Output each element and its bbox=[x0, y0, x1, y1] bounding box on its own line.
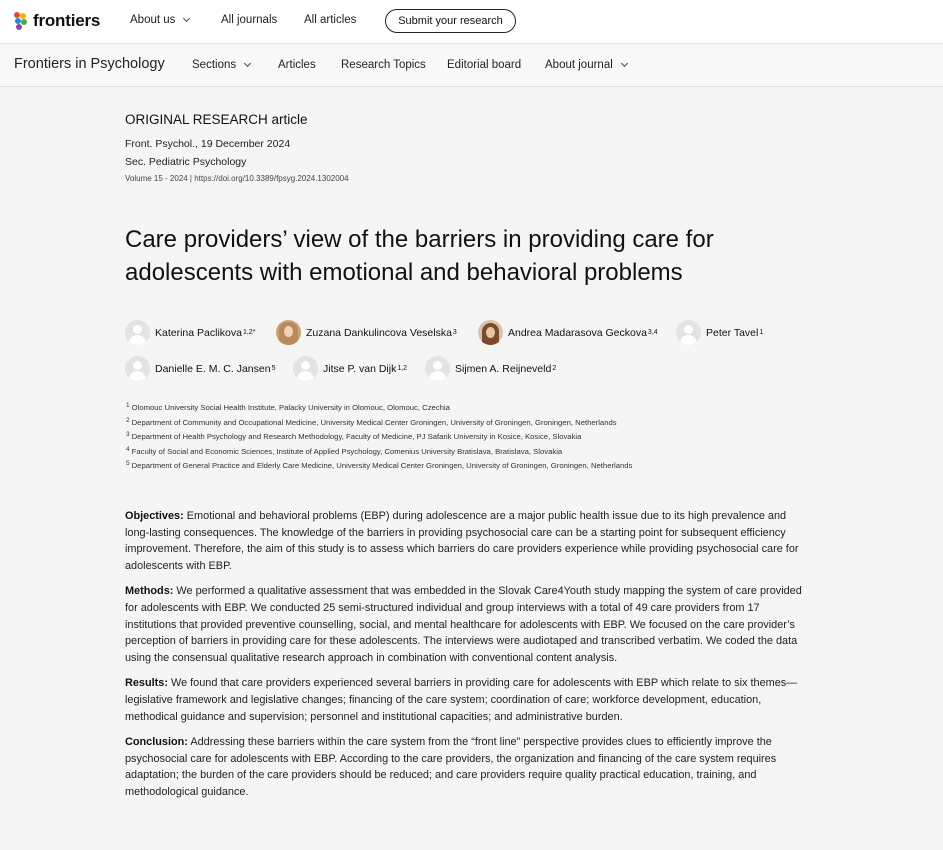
author-affiliation-marker: 3,4 bbox=[647, 329, 658, 336]
journal-nav-bar bbox=[0, 44, 943, 87]
journal-nav-about-journal[interactable] bbox=[545, 59, 627, 71]
journal-title[interactable]: Frontiers in Psychology bbox=[14, 56, 165, 72]
affiliation-text: Department of General Practice and Elderly Care Medicine, University Medical Center Groningen, University of Groningen, Groningen, Netherlands bbox=[131, 461, 633, 471]
author-paclikova[interactable] bbox=[125, 320, 255, 345]
abstract-heading: Methods: bbox=[125, 585, 174, 598]
nav-all-journals[interactable] bbox=[221, 14, 277, 26]
affiliation-number: 3 bbox=[126, 431, 130, 439]
affiliation-item bbox=[125, 444, 632, 459]
article-volume-doi bbox=[125, 174, 349, 183]
nav-about-us-label: About us bbox=[130, 14, 176, 26]
abstract-text: Emotional and behavioral problems (EBP) during adolescence are a major public health issue due to its high prevalence and long-lasting consequences. The knowledge of the barriers in providing psychosocial care can be a starting point for subsequent efficiency improvement. Therefore, the aim of this study is to assess which barriers do care providers experience while providing psychosocial care for adolescents with EBP. bbox=[125, 510, 799, 572]
abstract-methods bbox=[125, 583, 813, 666]
author-reijneveld[interactable] bbox=[425, 356, 556, 381]
author-affiliation-marker: 1,2* bbox=[242, 329, 256, 336]
chevron-down-icon bbox=[621, 60, 628, 67]
article-type: ORIGINAL RESEARCH article bbox=[125, 112, 308, 127]
author-name: Zuzana Dankulincova Veselska bbox=[306, 326, 452, 339]
author-name: Jitse P. van Dijk bbox=[323, 362, 397, 375]
journal-nav-editorial-board[interactable] bbox=[447, 59, 521, 71]
chevron-down-icon bbox=[183, 15, 190, 22]
logo-text: frontiers bbox=[33, 11, 101, 30]
author-affiliation-marker: 5 bbox=[271, 365, 276, 372]
author-name: Peter Tavel bbox=[706, 326, 759, 339]
author-van-dijk[interactable] bbox=[293, 356, 407, 381]
affiliation-number: 1 bbox=[126, 402, 130, 409]
journal-nav-research-topics-label: Research Topics bbox=[341, 59, 426, 71]
frontiers-logo[interactable] bbox=[14, 11, 100, 31]
nav-about-us[interactable] bbox=[130, 14, 189, 26]
avatar-placeholder-icon bbox=[125, 356, 150, 381]
author-photo bbox=[478, 320, 503, 345]
affiliation-text: Department of Community and Occupational Medicine, University Medical Center Groningen, University of Groningen, Groningen, Netherlands bbox=[131, 417, 617, 427]
abstract-text: We found that care providers experienced several barriers in providing care for adolescents with EBP which relate to six themes—legislative framework and legislative changes; financing of the care system; coordination of care; workforce development, education, methodical guidance and supervision; personnel and institutional capacities; and administrative burden. bbox=[125, 677, 798, 723]
journal-nav-sections[interactable] bbox=[192, 59, 250, 71]
affiliation-number: 2 bbox=[126, 416, 130, 424]
affiliation-text: Department of Health Psychology and Research Methodology, Faculty of Medicine, PJ Safarik University in Kosice, Kosice, Slovakia bbox=[131, 432, 582, 442]
journal-nav-research-topics[interactable] bbox=[341, 59, 426, 71]
avatar-placeholder-icon bbox=[425, 356, 450, 381]
author-affiliation-marker: 1 bbox=[759, 329, 764, 336]
affiliation-number: 4 bbox=[126, 445, 130, 453]
site-header bbox=[0, 0, 943, 44]
affiliation-item bbox=[125, 429, 632, 444]
author-tavel[interactable] bbox=[676, 320, 763, 345]
affiliation-item bbox=[125, 400, 632, 415]
avatar-placeholder-icon bbox=[293, 356, 318, 381]
article-volume: Volume 15 - 2024 | bbox=[125, 174, 195, 183]
submit-research-button[interactable]: Submit your research bbox=[385, 9, 516, 33]
journal-nav-about-journal-label: About journal bbox=[545, 59, 613, 71]
abstract-text: Addressing these barriers within the care system from the “front line” perspective provides clues to efficiently improve the psychosocial care for adolescents with EBP. According to the care providers, the organization and financing of the care system requires adaptation; the burden of the care providers should be reduced; and care providers require quality practical education, training, and methodological guidance. bbox=[125, 736, 777, 798]
abstract-objectives bbox=[125, 508, 813, 574]
journal-nav-sections-label: Sections bbox=[192, 59, 237, 71]
author-name: Sijmen A. Reijneveld bbox=[455, 362, 552, 375]
affiliation-number: 5 bbox=[126, 460, 130, 468]
abstract-results bbox=[125, 675, 813, 725]
author-affiliation-marker: 2 bbox=[552, 365, 557, 372]
abstract-heading: Results: bbox=[125, 677, 168, 690]
affiliation-text: Olomouc University Social Health Institute, Palacky University in Olomouc, Olomouc, Czechia bbox=[131, 403, 450, 412]
journal-nav-articles[interactable] bbox=[278, 59, 316, 71]
journal-nav-editorial-board-label: Editorial board bbox=[447, 59, 522, 71]
article-section[interactable]: Sec. Pediatric Psychology bbox=[125, 156, 247, 168]
article-main bbox=[0, 87, 943, 850]
author-name: Katerina Paclikova bbox=[155, 326, 242, 339]
abstract-heading: Conclusion: bbox=[125, 736, 188, 749]
author-name: Danielle E. M. C. Jansen bbox=[155, 362, 271, 375]
affiliations-list bbox=[125, 400, 632, 473]
author-jansen[interactable] bbox=[125, 356, 275, 381]
nav-all-articles[interactable] bbox=[304, 14, 356, 26]
avatar-placeholder-icon bbox=[676, 320, 701, 345]
abstract-heading: Objectives: bbox=[125, 510, 184, 522]
author-affiliation-marker: 1,2 bbox=[397, 365, 408, 372]
article-citation: Front. Psychol., 19 December 2024 bbox=[125, 138, 291, 150]
abstract-text: We performed a qualitative assessment that was embedded in the Slovak Care4Youth study mapping the system of care provided for adolescents with EBP. We conducted 25 semi-structured individual and group interviews with a total of 49 care providers from 17 institutions that provided preventive counselling, social, and mental healthcare for adolescents with EBP. We focused on the care provider’s perception of barriers in providing care for these adolescents. The interviews were audiotaped and transcribed verbatim. We coded the data using the consensual qualitative research approach in combination with conventional content analysis. bbox=[125, 585, 802, 664]
author-affiliation-marker: 3 bbox=[452, 329, 457, 336]
avatar-placeholder-icon bbox=[125, 320, 150, 345]
chevron-down-icon bbox=[244, 60, 251, 67]
author-name: Andrea Madarasova Geckova bbox=[508, 326, 647, 339]
frontiers-logo-icon bbox=[14, 12, 30, 30]
abstract bbox=[125, 508, 813, 810]
affiliation-item bbox=[125, 415, 632, 430]
author-photo bbox=[276, 320, 301, 345]
author-dankulincova-veselska[interactable] bbox=[276, 320, 457, 345]
abstract-conclusion bbox=[125, 734, 813, 800]
journal-nav-articles-label: Articles bbox=[278, 59, 316, 71]
nav-all-journals-label: All journals bbox=[221, 14, 278, 26]
affiliation-item bbox=[125, 458, 632, 473]
doi-link[interactable]: https://doi.org/10.3389/fpsyg.2024.1302004 bbox=[194, 174, 349, 183]
article-title: Care providers’ view of the barriers in providing care for adolescents with emotional and behavioral problems bbox=[125, 226, 714, 286]
nav-all-articles-label: All articles bbox=[304, 14, 357, 26]
affiliation-text: Faculty of Social and Economic Sciences, Institute of Applied Psychology, Comenius University Bratislava, Bratislava, Slovakia bbox=[131, 446, 563, 456]
author-madarasova-geckova[interactable] bbox=[478, 320, 658, 345]
